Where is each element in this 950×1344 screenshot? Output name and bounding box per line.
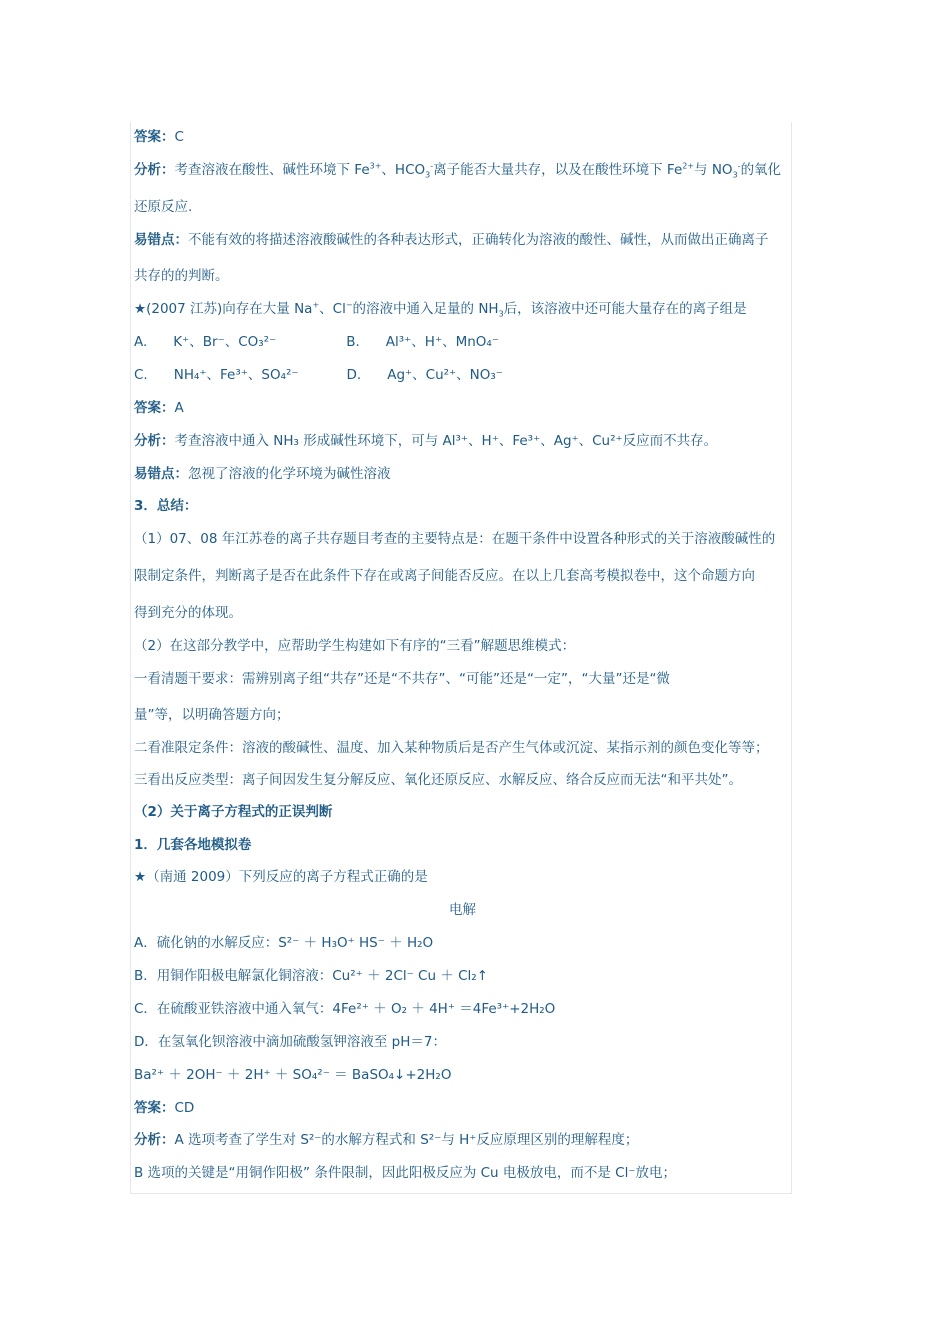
answer-line: 答案：C [134, 129, 184, 145]
answer-line: 答案：CD [134, 1100, 195, 1116]
answer-line: 答案：A [134, 400, 184, 416]
analysis-line: 分析：A 选项考查了学生对 S²⁻的水解方程式和 S²⁻与 H⁺反应原理区别的理解程度； [134, 1132, 639, 1148]
summary-paragraph: 量”等，以明确答题方向； [134, 707, 290, 723]
option-d: D．在氢氧化钡溶液中滴加硫酸氢钾溶液至 pH＝7： [134, 1034, 446, 1050]
summary-paragraph: 三看出反应类型：离子间因发生复分解反应、氧化还原反应、水解反应、络合反应而无法“和平共处”。 [134, 772, 742, 788]
question-line: ★（南通 2009）下列反应的离子方程式正确的是 [134, 869, 428, 885]
electrolysis-label: 电解 [449, 902, 476, 918]
error-point-line: 易错点：忽视了溶液的化学环境为碱性溶液 [134, 466, 391, 482]
option-d-equation: Ba²⁺ ＋ 2OH⁻ ＋ 2H⁺ ＋ SO₄²⁻ ＝ BaSO₄↓+2H₂O [134, 1067, 452, 1083]
options-row-cd: C. NH₄⁺、Fe³⁺、SO₄²⁻ D. Ag⁺、Cu²⁺、NO₃⁻ [134, 367, 503, 383]
summary-paragraph: 限制定条件，判断离子是否在此条件下存在或离子间能否反应。在以上几套高考模拟卷中，这个命题方向 [134, 568, 755, 584]
analysis-continuation: 还原反应. [134, 199, 193, 215]
option-b: B．用铜作阳极电解氯化铜溶液：Cu²⁺ ＋ 2Cl⁻ Cu ＋ Cl₂↑ [134, 968, 489, 984]
summary-paragraph: 二看准限定条件：溶液的酸碱性、温度、加入某种物质后是否产生气体或沉淀、某指示剂的颜色变化等等； [134, 740, 769, 756]
section-heading: （2）关于离子方程式的正误判断 [134, 804, 333, 820]
option-c: C．在硫酸亚铁溶液中通入氧气：4Fe²⁺ ＋ O₂ ＋ 4H⁺ ＝4Fe³⁺+2H₂O [134, 1001, 556, 1017]
summary-paragraph: 一看清题干要求：需辨别离子组“共存”还是“不共存”、“可能”还是“一定”，“大量”还是“微 [134, 671, 670, 687]
question-line: ★(2007 江苏)向存在大量 Na+、Cl−的溶液中通入足量的 $NH_3$后，该溶液中还可能大量存在的离子组是 [134, 300, 747, 319]
error-point-line: 易错点：不能有效的将描述溶液酸碱性的各种表达形式，正确转化为溶液的酸性、碱性，从而做出正确离子 [134, 232, 769, 248]
options-row-ab: A. K⁺、Br⁻、CO₃²⁻ B. Al³⁺、H⁺、MnO₄⁻ [134, 334, 499, 350]
summary-paragraph: （1）07、08 年江苏卷的离子共存题目考查的主要特点是：在题干条件中设置各种形式的关于溶液酸碱性的 [134, 531, 776, 547]
subsection-heading: 1．几套各地模拟卷 [134, 837, 252, 853]
summary-paragraph: （2）在这部分教学中，应帮助学生构建如下有序的“三看”解题思维模式： [134, 638, 576, 654]
option-a: A．硫化钠的水解反应：S²⁻ ＋ H₃O⁺ HS⁻ ＋ H₂O [134, 935, 434, 951]
summary-paragraph: 得到充分的体现。 [134, 605, 242, 621]
analysis-line: 分析：考查溶液在酸性、碱性环境下 $Fe^{3+}$、$HCO_3^-$离子能否大量共存，以及在酸性环境下 $Fe^{2+}$与 $NO_3^-$的氧化 [134, 161, 782, 180]
analysis-line: B 选项的关键是“用铜作阳极” 条件限制，因此阳极反应为 Cu 电极放电，而不是 Cl⁻放电； [134, 1165, 676, 1181]
error-point-continuation: 共存的的判断。 [134, 268, 229, 284]
analysis-line: 分析：考查溶液中通入 NH₃ 形成碱性环境下，可与 Al³⁺、H⁺、Fe³⁺、Ag⁺、Cu²⁺反应而不共存。 [134, 433, 718, 449]
summary-heading: 3．总结： [134, 498, 198, 514]
